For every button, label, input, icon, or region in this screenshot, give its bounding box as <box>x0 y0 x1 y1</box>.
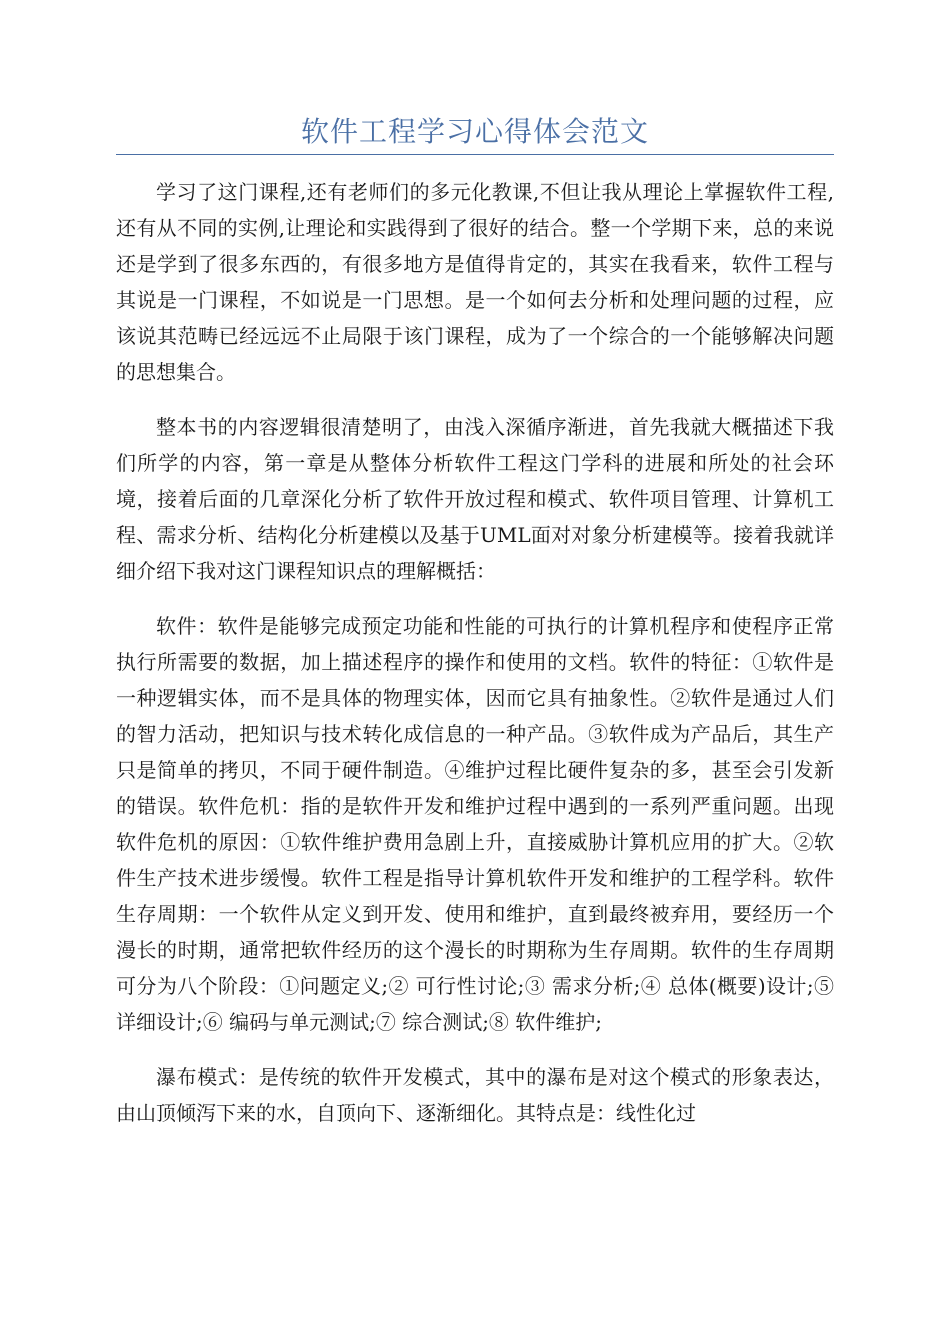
document-title: 软件工程学习心得体会范文 <box>300 115 649 148</box>
paragraph-intro: 学习了这门课程,还有老师们的多元化教课,不但让我从理论上掌握软件工程,还有从不同的实例,让理论和实践得到了很好的结合。整一个学期下来，总的来说还是学到了很多东西的，有很多地方是值得肯定的，其实在我看来，软件工程与其说是一门课程，不如说是一门思想。是一个如何去分析和处理问题的过程，应该说其范畴已经远远不止局限于该门课程，成为了一个综合的一个能够解决问题的思想集合。 <box>116 180 834 384</box>
paragraph-book-overview: 整本书的内容逻辑很清楚明了，由浅入深循序渐进，首先我就大概描述下我们所学的内容，第一章是从整体分析软件工程这门学科的进展和所处的社会环境，接着后面的几章深化分析了软件开放过程和模式、软件项目管理、计算机工程、需求分析、结构化分析建模以及基于UML面对对象分析建模等。接着我就详细介绍下我对这门课程知识点的理解概括： <box>116 415 834 583</box>
paragraph-waterfall-model: 瀑布模式：是传统的软件开发模式，其中的瀑布是对这个模式的形象表达，由山顶倾泻下来的水，自顶向下、逐渐细化。其特点是：线性化过 <box>116 1065 834 1125</box>
title-underline <box>116 154 834 155</box>
paragraph-software-definition: 软件：软件是能够完成预定功能和性能的可执行的计算机程序和使程序正常执行所需要的数据，加上描述程序的操作和使用的文档。软件的特征：①软件是一种逻辑实体，而不是具体的物理实体，因而它具有抽象性。②软件是通过人们的智力活动，把知识与技术转化成信息的一种产品。③软件成为产品后，其生产只是简单的拷贝，不同于硬件制造。④维护过程比硬件复杂的多，甚至会引发新的错误。软件危机：指的是软件开发和维护过程中遇到的一系列严重问题。出现软件危机的原因：①软件维护费用急剧上升，直接威胁计算机应用的扩大。②软件生产技术进步缓慢。软件工程是指导计算机软件开发和维护的工程学科。软件生存周期：一个软件从定义到开发、使用和维护，直到最终被弃用，要经历一个漫长的时期，通常把软件经历的这个漫长的时期称为生存周期。软件的生存周期可分为八个阶段：①问题定义;② 可行性讨论;③ 需求分析;④ 总体(概要)设计;⑤ 详细设计;⑥ 编码与单元测试;⑦ 综合测试;⑧ 软件维护; <box>116 614 834 1034</box>
document-body <box>116 174 834 1150</box>
